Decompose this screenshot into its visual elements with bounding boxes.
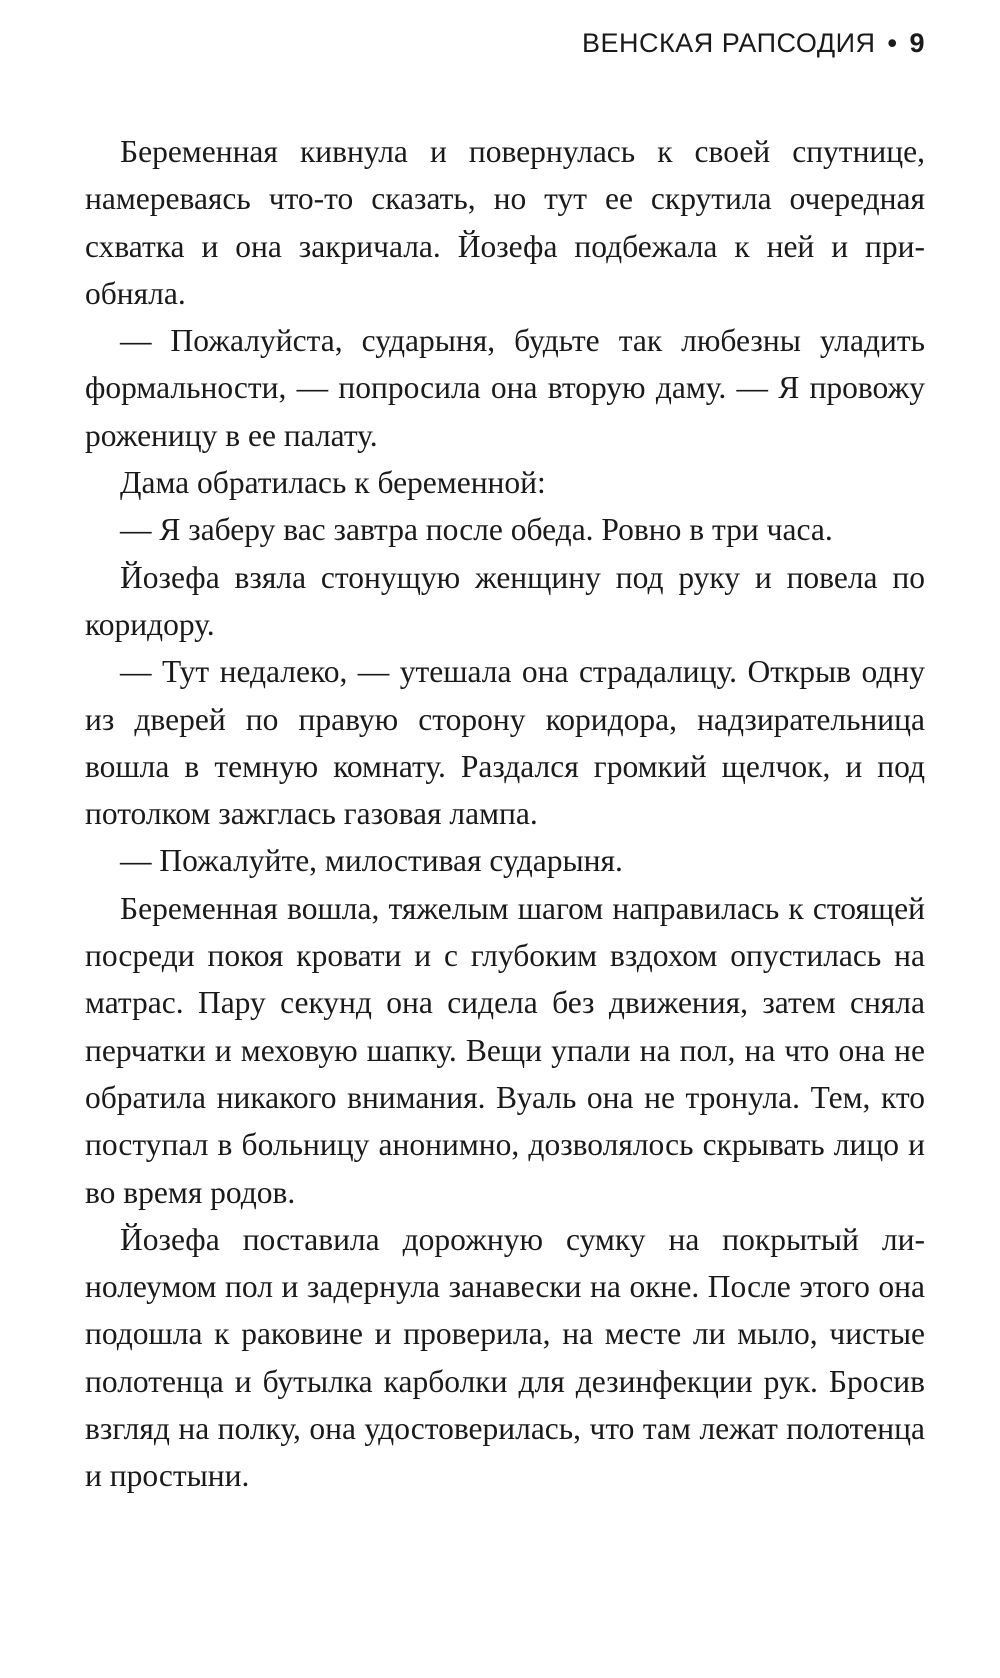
body-text bbox=[85, 128, 925, 1500]
paragraph: — Пожалуйте, милостивая сударыня. bbox=[120, 843, 623, 879]
page-number: 9 bbox=[909, 28, 925, 58]
paragraph: — Пожалуйста, сударыня, будьте так любезны уладить формальности, — попросила она вторую даму. — Я провожу роженицу в ее палату. bbox=[85, 323, 925, 453]
running-header bbox=[582, 28, 925, 59]
paragraph: Йозефа взяла стонущую женщину под руку и повела по коридору. bbox=[85, 559, 925, 642]
paragraph: Дама обратилась к беременной: bbox=[120, 465, 546, 501]
paragraph: — Я заберу вас завтра после обеда. Ровно в три часа. bbox=[120, 512, 833, 548]
header-separator: • bbox=[887, 28, 898, 58]
paragraph: Беременная кивнула и повернулась к своей спутнице, намереваясь что-то сказать, но тут ее скрутила очередная схватка и она закричала. Йозефа подбежала к ней и приобняла. bbox=[85, 134, 925, 311]
book-title: ВЕНСКАЯ РАПСОДИЯ bbox=[581, 28, 876, 58]
paragraph: Йозефа поставила дорожную сумку на покрытый линолеумом пол и задернула занавески на окне. После этого она подошла к раковине и проверила, на месте ли мыло, чистые полотенца и бутылка карболки для дезинфекции рук. Бросив взгляд на полку, она удостоверилась, что там лежат полотенца и простыни. bbox=[85, 1221, 925, 1494]
paragraph: — Тут недалеко, — утешала она страдалицу. Открыв одну из дверей по правую сторону коридора, надзирательница вошла в темную комнату. Раздался громкий щелчок, и под потолком зажглась газовая лампа. bbox=[85, 654, 925, 832]
paragraph: Беременная вошла, тяжелым шагом направилась к стоящей посреди покоя кровати и с глубоким вздохом опустилась на матрас. Пару секунд она сидела без движения, затем сняла перчатки и меховую шапку. Вещи упали на пол, на что она не обратила никакого внимания. Вуаль она не тронула. Тем, кто поступал в больницу анонимно, дозволялось скрывать лицо и во время родов. bbox=[85, 890, 925, 1210]
